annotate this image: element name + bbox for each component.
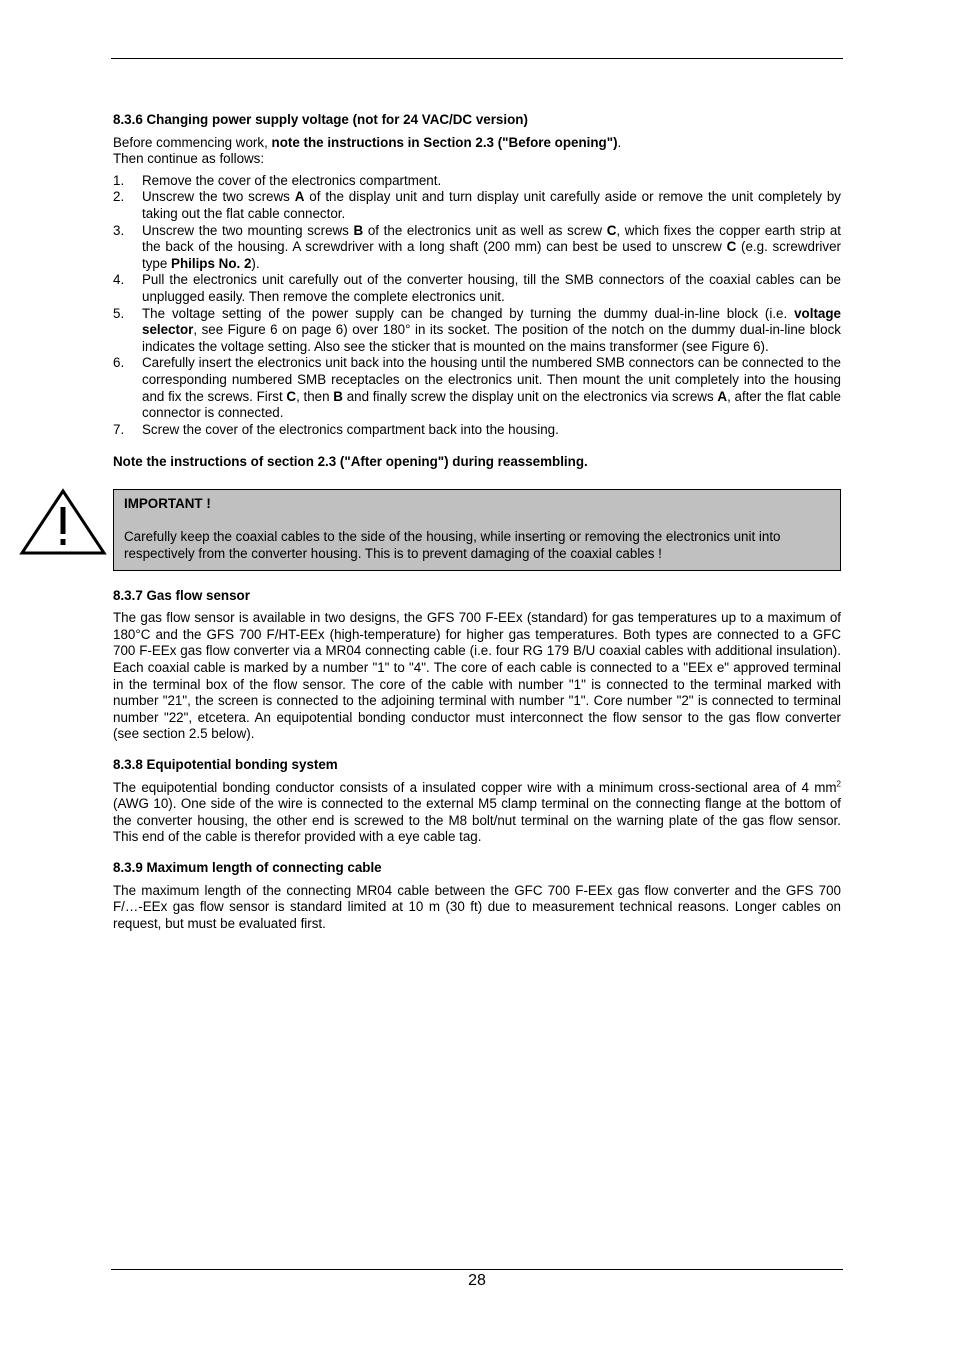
section-8-3-8-heading: 8.3.8 Equipotential bonding system	[113, 757, 338, 772]
step-item	[113, 173, 841, 190]
step-number: 4.	[113, 272, 125, 288]
step-bold-text: B	[353, 222, 364, 238]
step-text: Remove the cover of the electronics compartment.	[142, 172, 442, 188]
step-bold-text: A	[294, 189, 305, 205]
step-text: Pull the electronics unit carefully out of the converter housing, till the SMB connectors of the coaxial cables can be unplugged easily. Then remove the complete electronics unit.	[142, 272, 841, 304]
step-bold-text: Philips No. 2	[171, 255, 252, 271]
step-text: Unscrew the two mounting screws	[142, 222, 354, 238]
important-notice	[113, 489, 841, 571]
important-title: IMPORTANT !	[124, 495, 211, 511]
page-content	[113, 112, 841, 932]
step-text: , which fixes the copper earth strip at the back of the housing. A screwdriver with a long shaft (200 mm) can best be used to unscrew	[142, 222, 841, 255]
step-bold-text: B	[333, 388, 343, 404]
important-text: Carefully keep the coaxial cables to the side of the housing, while inserting or removing the electronics unit into respectively from the converter housing. This is to prevent damaging of the coaxial cables !	[124, 529, 781, 562]
step-bold-text: C	[726, 239, 737, 255]
header-rule	[111, 58, 843, 59]
step-text: (e.g. screwdriver type	[142, 239, 842, 271]
step-number: 1.	[113, 172, 125, 188]
step-item	[113, 306, 841, 356]
step-text: of the electronics unit as well as screw	[363, 222, 607, 238]
step-item	[113, 422, 841, 439]
step-item	[113, 223, 841, 273]
section-8-3-6-intro: Before commencing work, note the instructions in Section 2.3 ("Before opening").	[113, 134, 622, 150]
section-8-3-7-body: The gas flow sensor is available in two designs, the GFS 700 F-EEx (standard) for gas temperatures up to a maximum of 180°C and the GFS 700 F/HT-EEx (high-temperature) for higher gas temperatures. Both types are connected to a GFC 700 F-EEx gas flow converter via a MR04 connecting cable (i.e. four RG 179 B/U coaxial cables with additional insulation). Each coaxial cable is marked by a number "1" to "4". The core of each cable is connected to a "EEx e" approved terminal in the terminal box of the flow sensor. The core of the cable with number "1" is connected to the terminal marked with number "21", the screen is connected to the adjoining terminal with number "1". Core number "2" is connected to terminal number "22", etcetera. An equipotential bonding conductor must interconnect the flow sensor to the gas flow converter (see section 2.5 below).	[113, 610, 841, 742]
section-8-3-6-heading: 8.3.6 Changing power supply voltage (not for 24 VAC/DC version)	[113, 112, 528, 127]
step-number: 3.	[113, 222, 125, 238]
step-bold-text: C	[286, 388, 297, 404]
section-8-3-9-heading: 8.3.9 Maximum length of connecting cable	[113, 859, 382, 875]
section-8-3-7-heading: 8.3.7 Gas flow sensor	[113, 587, 250, 603]
step-text: , after the flat cable connector is connected.	[142, 388, 841, 421]
step-text: Carefully insert the electronics unit back into the housing until the numbered SMB connectors can be connected to the corresponding numbered SMB receptacles on the electronics unit. Then mount the unit completely into the housing and fix the screws. First	[142, 355, 841, 404]
step-text: Screw the cover of the electronics compartment back into the housing.	[142, 421, 559, 437]
step-bold-text: A	[717, 388, 728, 404]
step-item	[113, 189, 841, 222]
step-number: 6.	[113, 355, 125, 371]
step-text: Unscrew the two screws	[142, 189, 295, 205]
page-number: 28	[468, 1272, 486, 1289]
step-bold-text: voltage selector	[142, 305, 841, 338]
step-item	[113, 272, 841, 305]
step-text: and finally screw the display unit on the electronics via screws	[342, 388, 718, 404]
section-8-3-6-intro-continue: Then continue as follows:	[113, 151, 265, 167]
important-box	[113, 489, 841, 571]
step-text: of the display unit and turn display unit carefully aside or remove the unit completely by taking out the flat cable connector.	[142, 189, 841, 221]
step-number: 5.	[113, 305, 125, 321]
step-text: , see Figure 6 on page 6) over 180° in its socket. The position of the notch on the dummy dual-in-line block indicates the voltage setting. Also see the sticker that is mounted on the mains transformer (see Figure 6).	[142, 322, 841, 354]
section-8-3-9-body: The maximum length of the connecting MR04 cable between the GFC 700 F-EEx gas flow converter and the GFS 700 F/…-EEx gas flow sensor is standard limited at 10 m (30 ft) due to measurement technical reasons. Longer cables on request, but must be evaluated first.	[113, 882, 841, 931]
steps-list	[113, 173, 841, 439]
step-text: , then	[296, 388, 334, 404]
step-number: 2.	[113, 189, 125, 205]
step-text: ).	[251, 255, 260, 271]
step-number: 7.	[113, 421, 125, 437]
step-item	[113, 355, 841, 421]
warning-triangle-icon	[19, 488, 107, 556]
step-bold-text: C	[606, 222, 617, 238]
footer-rule	[111, 1269, 843, 1270]
section-8-3-8-body: The equipotential bonding conductor consists of a insulated copper wire with a minimum cross-sectional area of 4 $mm^2$ (AWG 10). One side of the wire is connected to the external M5 clamp terminal on the connecting flange at the bottom of the converter housing, the other end is screwed to the M8 bolt/nut terminal on the warning plate of the gas flow sensor. This end of the cable is therefor provided with a eye cable tag.	[113, 779, 841, 845]
reassembly-note: Note the instructions of section 2.3 ("After opening") during reassembling.	[113, 454, 588, 470]
step-text: The voltage setting of the power supply can be changed by turning the dummy dual-in-line block (i.e.	[142, 305, 795, 321]
